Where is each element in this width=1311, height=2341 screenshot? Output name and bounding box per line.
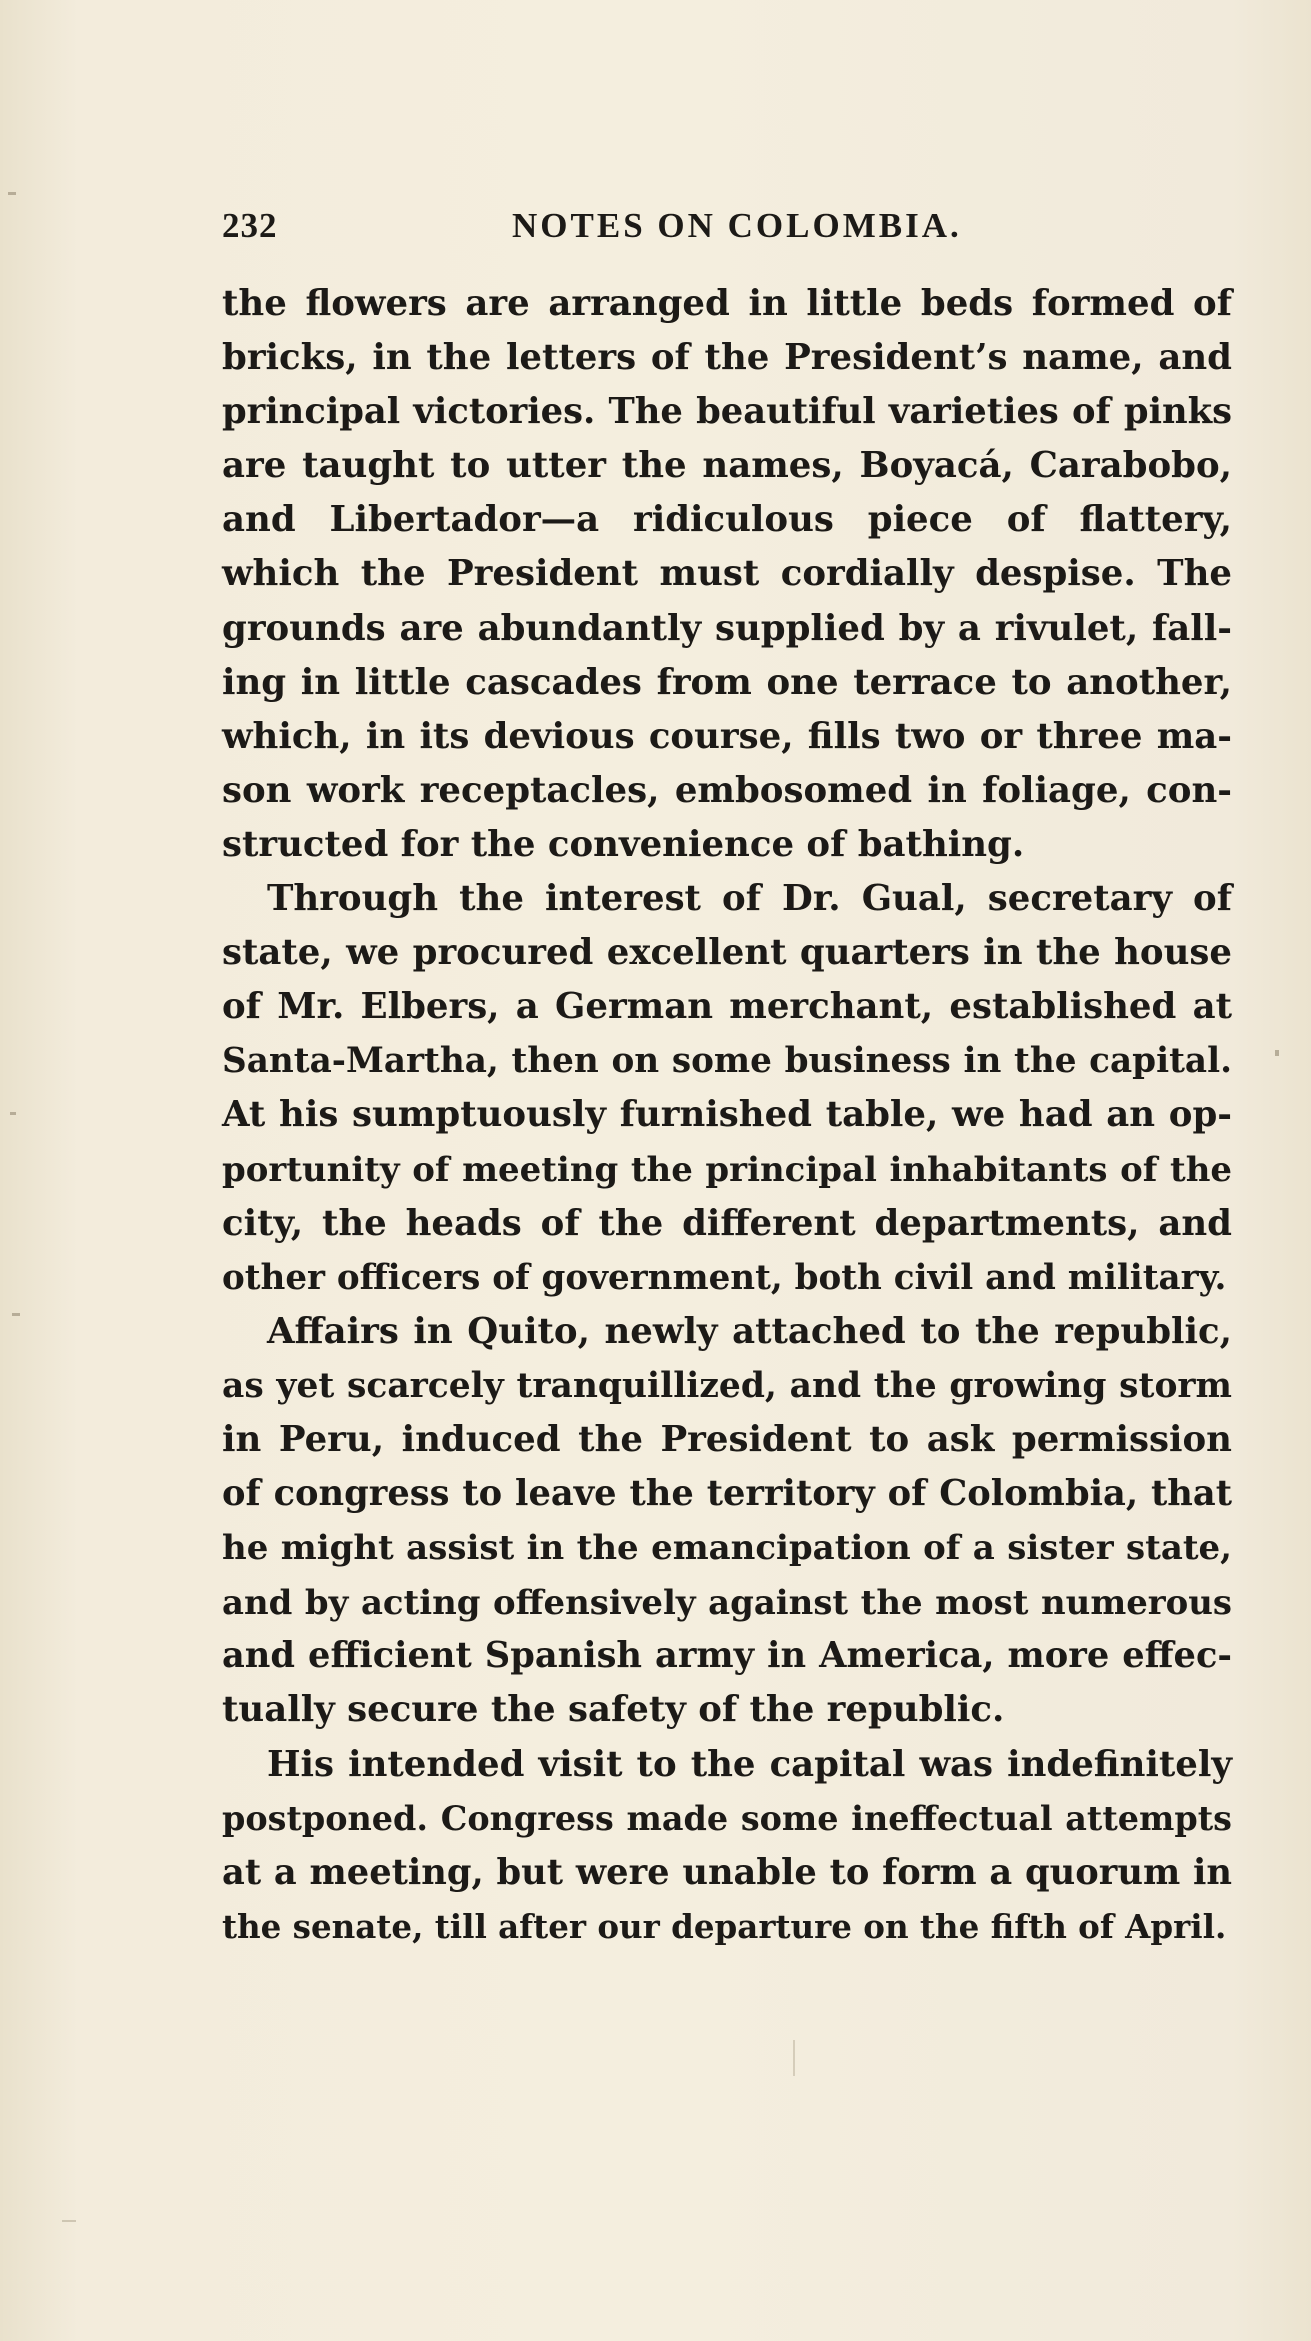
text-line: principal victories. The beautiful varieties of pinks [222,391,1232,433]
paragraph-start-line: Through the interest of Dr. Gual, secretary of [267,878,1232,920]
text-line: postponed. Congress made some ineffectual attempts [222,1798,1232,1838]
text-line: portunity of meeting the principal inhabitants of the [222,1149,1232,1190]
page-speck [1275,1050,1279,1056]
text-line: other officers of government, both civil and military. [222,1257,1227,1298]
text-line: At his sumptuously furnished table, we had an op- [222,1094,1232,1136]
text-line: and by acting offensively against the most numerous [222,1582,1232,1623]
text-line: of Mr. Elbers, a German merchant, established at [222,986,1232,1028]
text-line: structed for the convenience of bathing. [222,823,1025,865]
text-line: son work receptacles, embosomed in foliage, con- [222,769,1232,811]
paragraph-start-line: Affairs in Quito, newly attached to the republic, [267,1310,1232,1352]
text-line: he might assist in the emancipation of a sister state, [222,1528,1232,1569]
text-line: are taught to utter the names, Boyacá, Carabobo, [222,445,1232,487]
text-line: grounds are abundantly supplied by a rivulet, fall- [222,607,1232,649]
text-line: Santa-Martha, then on some business in the capital. [222,1041,1232,1082]
running-title: NOTES ON COLOMBIA. [512,206,962,245]
text-line: state, we procured excellent quarters in the house [222,932,1232,974]
page-speck [793,2040,795,2076]
text-line: and Libertador—a ridiculous piece of flattery, [222,499,1232,541]
text-line: bricks, in the letters of the President’s name, and [222,337,1232,379]
running-head [222,200,1222,252]
body-text [222,277,1232,1954]
page-speck [8,192,16,195]
text-line: the senate, till after our departure on the fifth of April. [222,1906,1227,1946]
page-speck [12,1313,20,1316]
text-line: of congress to leave the territory of Colombia, that [222,1473,1232,1515]
text-line: as yet scarcely tranquillized, and the growing storm [222,1365,1232,1406]
text-line: which the President must cordially despise. The [222,553,1232,595]
text-line: tually secure the safety of the republic. [222,1689,1005,1731]
text-line: the flowers are arranged in little beds formed of [222,283,1232,324]
page-speck [10,1112,16,1115]
text-line: in Peru, induced the President to ask permission [222,1418,1232,1460]
page-number: 232 [222,206,278,245]
text-line: city, the heads of the different departments, and [222,1202,1232,1244]
page-speck [62,2220,76,2222]
text-line: which, in its devious course, fills two or three ma- [222,715,1232,757]
text-line: and efficient Spanish army in America, more effec- [222,1635,1232,1677]
paragraph-start-line: His intended visit to the capital was indefinitely [267,1743,1232,1785]
text-line: ing in little cascades from one terrace to another, [222,661,1232,703]
text-line: at a meeting, but were unable to form a quorum in [222,1851,1232,1893]
